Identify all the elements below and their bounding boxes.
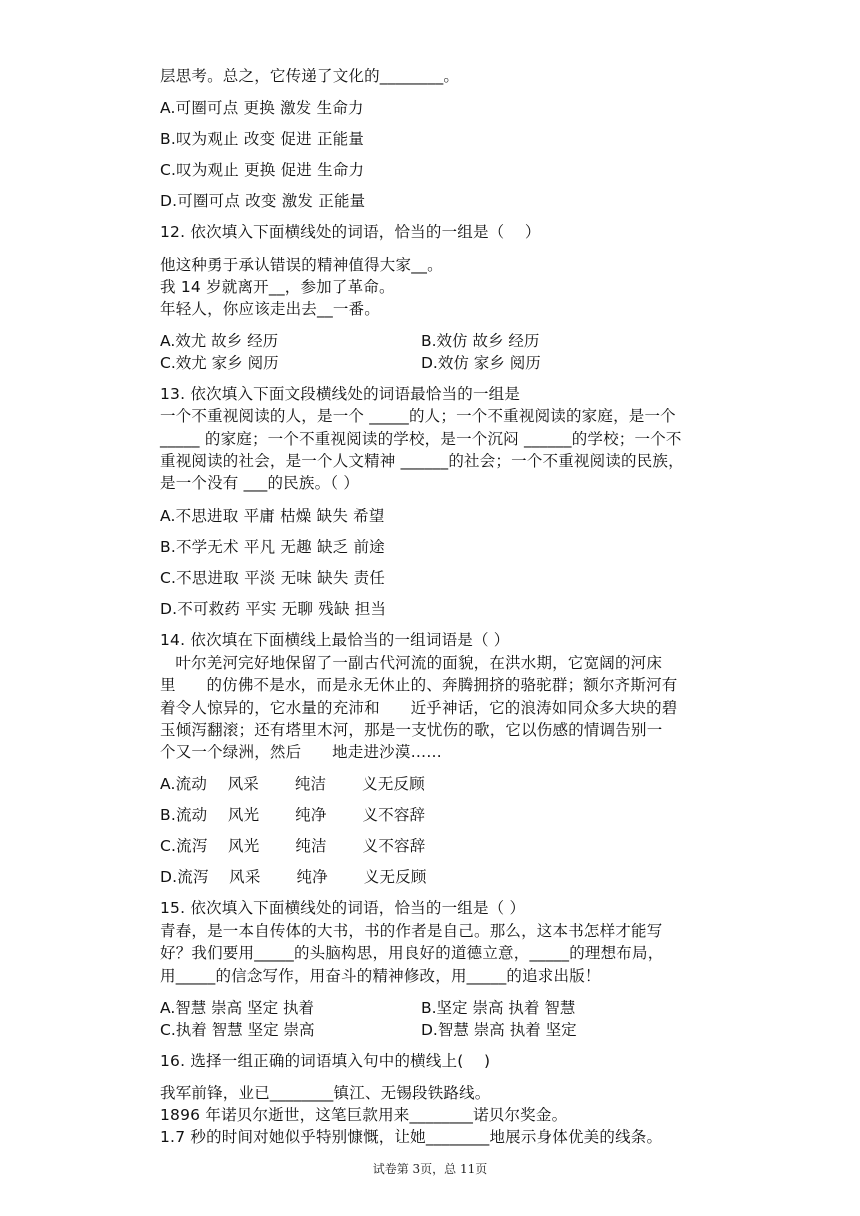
q14-passage-3: 着令人惊异的，它水量的充沛和 近乎神话，它的浪涛如同众多大块的碧 — [160, 699, 678, 717]
q15-passage-1: 青春，是一本自传体的大书，书的作者是自己。那么，这本书怎样才能写 — [160, 922, 663, 940]
q15-option-c: C.执着 智慧 坚定 崇高 — [160, 1021, 315, 1039]
q11-option-c: C.叹为观止 更换 促进 生命力 — [160, 161, 365, 179]
q12-sentence-2: 我 14 岁就离开__，参加了革命。 — [160, 278, 395, 296]
q12-option-d: D.效仿 家乡 阅历 — [421, 354, 541, 372]
q11-option-a: A.可圈可点 更换 激发 生命力 — [160, 99, 364, 117]
q13-passage-1: 一个不重视阅读的人，是一个 _____的人；一个不重视阅读的家庭，是一个 — [160, 407, 676, 425]
q13-passage-2: _____ 的家庭；一个不重视阅读的学校，是一个沉闷 ______的学校；一个不 — [160, 430, 682, 448]
q15-option-b: B.坚定 崇高 执着 智慧 — [421, 999, 576, 1017]
q11-option-b: B.叹为观止 改变 促进 正能量 — [160, 130, 365, 148]
q14-stem: 14. 依次填在下面横线上最恰当的一组词语是（ ） — [160, 631, 510, 649]
page-footer: 试卷第 3页，总 11页 — [372, 1162, 488, 1176]
q16-sentence-3: 1.7 秒的时间对她似乎特别慷慨，让她________地展示身体优美的线条。 — [160, 1128, 663, 1146]
q13-stem: 13. 依次填入下面文段横线处的词语最恰当的一组是 — [160, 385, 521, 403]
q15-option-a: A.智慧 崇高 坚定 执着 — [160, 999, 315, 1017]
q13-option-d: D.不可救药 平实 无聊 残缺 担当 — [160, 600, 387, 618]
q12-option-c: C.效尤 家乡 阅历 — [160, 354, 279, 372]
q16-stem: 16. 选择一组正确的词语填入句中的横线上( ) — [160, 1052, 491, 1070]
q13-option-c: C.不思进取 平淡 无味 缺失 责任 — [160, 569, 386, 587]
q13-option-b: B.不学无术 平凡 无趣 缺乏 前途 — [160, 538, 385, 556]
q13-option-a: A.不思进取 平庸 枯燥 缺失 希望 — [160, 507, 385, 525]
q11-option-d: D.可圈可点 改变 激发 正能量 — [160, 192, 366, 210]
q14-option-b: B.流动 风光 纯净 义不容辞 — [160, 806, 426, 824]
q15-passage-3: 用_____的信念写作，用奋斗的精神修改，用_____的追求出版！ — [160, 967, 601, 985]
q11-tail-line: 层思考。总之，它传递了文化的________。 — [160, 67, 460, 85]
q15-options-row-2 — [160, 1020, 720, 1040]
q15-stem: 15. 依次填入下面横线处的词语，恰当的一组是（ ） — [160, 899, 526, 917]
q15-options-row-1 — [160, 998, 720, 1018]
q15-passage-2: 好？我们要用_____的头脑构思，用良好的道德立意，_____的理想布局， — [160, 944, 664, 962]
q12-option-b: B.效仿 故乡 经历 — [421, 332, 540, 350]
q14-passage-1: 叶尔羌河完好地保留了一副古代河流的面貌，在洪水期，它宽阔的河床 — [160, 654, 663, 672]
q13-passage-4: 是一个没有 ___的民族。（ ） — [160, 474, 360, 492]
q14-passage-2: 里 的仿佛不是水，而是永无休止的、奔腾拥挤的骆驼群；额尔齐斯河有 — [160, 676, 678, 694]
q14-passage-4: 玉倾泻翻滚；还有塔里木河，那是一支忧伤的歌，它以伤感的情调告别一 — [160, 721, 663, 739]
q12-sentence-1: 他这种勇于承认错误的精神值得大家__。 — [160, 256, 443, 274]
q14-option-c: C.流泻 风光 纯洁 义不容辞 — [160, 837, 426, 855]
q16-sentence-2: 1896 年诺贝尔逝世，这笔巨款用来________诺贝尔奖金。 — [160, 1106, 568, 1124]
q12-options-row-1 — [160, 331, 720, 351]
q12-options-row-2 — [160, 353, 720, 373]
q14-passage-5: 个又一个绿洲，然后 地走进沙漠…… — [160, 743, 442, 761]
q13-passage-3: 重视阅读的社会，是一个人文精神 ______的社会；一个不重视阅读的民族， — [160, 452, 684, 470]
q12-option-a: A.效尤 故乡 经历 — [160, 332, 279, 350]
q16-sentence-1: 我军前锋，业已________镇江、无锡段铁路线。 — [160, 1084, 491, 1102]
q14-option-d: D.流泻 风采 纯净 义无反顾 — [160, 868, 427, 886]
q15-option-d: D.智慧 崇高 执着 坚定 — [421, 1021, 577, 1039]
q12-stem: 12. 依次填入下面横线处的词语，恰当的一组是（ ） — [160, 223, 541, 241]
q12-sentence-3: 年轻人，你应该走出去__一番。 — [160, 300, 381, 318]
q14-option-a: A.流动 风采 纯洁 义无反顾 — [160, 775, 425, 793]
